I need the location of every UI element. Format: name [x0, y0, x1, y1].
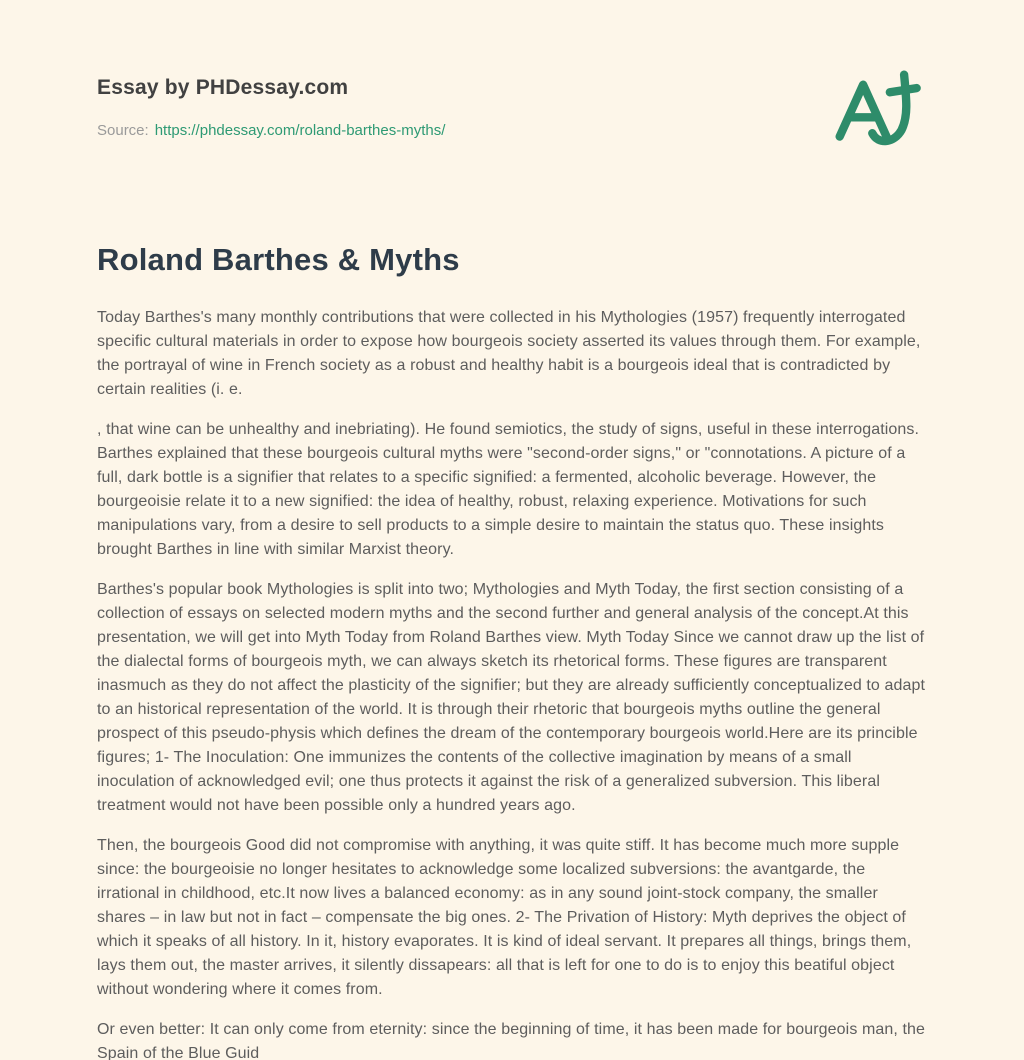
essay-paragraph: Then, the bourgeois Good did not compromise with anything, it was quite stiff. It has become much more supple since: the bourgeoisie no longer hesitates to acknowledge some localized subversions: the avantgarde, the irrational in childhood, etc.It now lives a balanced economy: as in any sound joint-stock company, the smaller shares – in law but not in fact – compensate the big ones. 2- The Privation of History: Myth deprives the object of which it speaks of all history. In it, history evaporates. It is kind of ideal servant. It prepares all things, brings them, lays them out, the master arrives, it silently dissapears: all that is left for one to do is to enjoy this beatiful object without wondering where it comes from.	[97, 837, 912, 998]
essay-body	[97, 306, 927, 1060]
byline: Essay by PHDessay.com	[97, 76, 349, 99]
source-line	[97, 122, 445, 139]
header-text-block	[97, 76, 445, 139]
phdessay-a-plus-logo-icon	[831, 68, 927, 160]
essay-paragraph: Or even better: It can only come from eternity: since the beginning of time, it has been made for bourgeois man, the Spain of the Blue Guid	[97, 1021, 926, 1060]
source-url-link[interactable]: https://phdessay.com/roland-barthes-myths/	[154, 122, 446, 139]
essay-paragraph: Barthes's popular book Mythologies is split into two; Mythologies and Myth Today, the first section consisting of a collection of essays on selected modern myths and the second further and general analysis of the concept.At this presentation, we will get into Myth Today from Roland Barthes view. Myth Today Since we cannot draw up the list of the dialectal forms of bourgeois myth, we can always sketch its rhetorical forms. These figures are transparent inasmuch as they do not affect the plasticity of the signifier; but they are already sufficiently conceptualized to adapt to an historical representation of the world. It is through their rhetoric that bourgeois myths outline the general prospect of this pseudo-physis which defines the dream of the contemporary bourgeois world.Here are its princible figures; 1- The Inoculation: One immunizes the contents of the collective imagination by means of a small inoculation of acknowledged evil; one thus protects it against the risk of a generalized subversion. This liberal treatment would not have been possible only a hundred years ago.	[97, 581, 925, 814]
essay-paragraph: Today Barthes's many monthly contributions that were collected in his Mythologies (1957) frequently interrogated specific cultural materials in order to expose how bourgeois society asserted its values through them. For example, the portrayal of wine in French society as a robust and healthy habit is a bourgeois ideal that is contradicted by certain realities (i. e.	[97, 309, 921, 398]
essay-paragraph: , that wine can be unhealthy and inebriating). He found semiotics, the study of signs, useful in these interrogations. Barthes explained that these bourgeois cultural myths were "second-order signs," or "connotations. A picture of a full, dark bottle is a signifier that relates to a specific signified: a fermented, alcoholic beverage. However, the bourgeoisie relate it to a new signified: the idea of healthy, robust, relaxing experience. Motivations for such manipulations vary, from a desire to sell products to a simple desire to maintain the status quo. These insights brought Barthes in line with similar Marxist theory.	[97, 421, 920, 558]
source-label: Source:	[97, 122, 149, 139]
page-header	[97, 76, 927, 160]
essay-title: Roland Barthes & Myths	[97, 242, 460, 277]
